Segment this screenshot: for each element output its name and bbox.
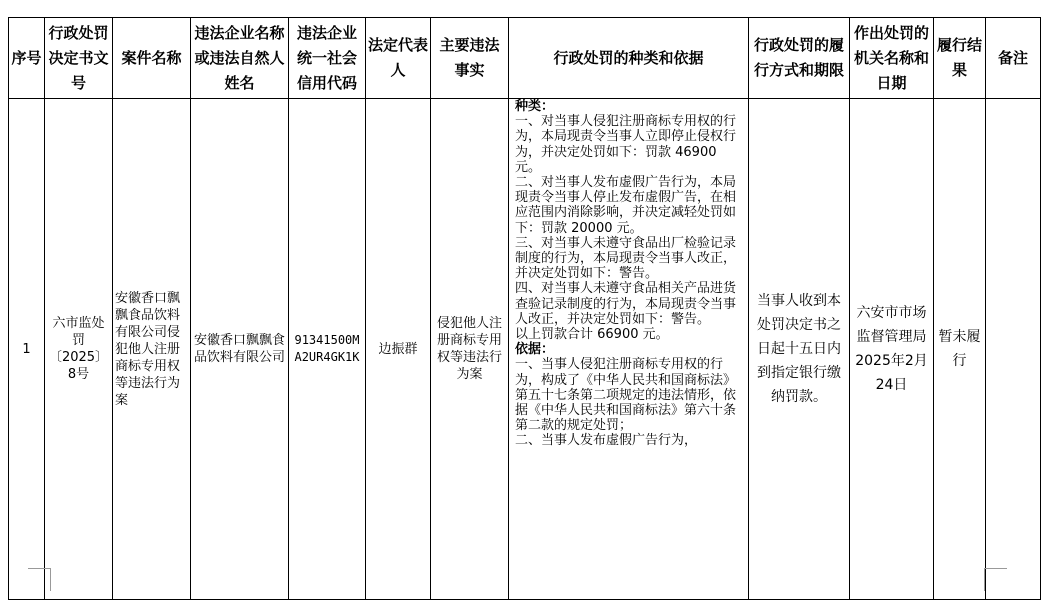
cell-legal-rep: 边振群 (366, 99, 431, 600)
cell-remark (986, 99, 1041, 600)
cell-result: 暂未履行 (934, 99, 986, 600)
header-credit-code: 违法企业统一社会信用代码 (289, 18, 366, 99)
cell-performance: 当事人收到本处罚决定书之日起十五日内到指定银行缴纳罚款。 (749, 99, 850, 600)
type-title: 种类： (515, 99, 555, 114)
header-type-basis: 行政处罚的种类和依据 (509, 18, 749, 99)
header-remark: 备注 (986, 18, 1041, 99)
cell-facts: 侵犯他人注册商标专用权等违法行为案 (431, 99, 509, 600)
basis-item: 一、当事人侵犯注册商标专用权的行为，构成了《中华人民共和国商标法》第五十七条第二项规定的违法情形，依据《中华人民共和国商标法》第六十条第二款的规定处罚； (515, 357, 737, 434)
cell-seq: 1 (9, 99, 45, 600)
cell-credit-code: 91341500MA2UR4GK1K (289, 99, 366, 600)
cell-type-basis (509, 99, 749, 600)
penalty-table (8, 17, 1041, 600)
cell-party-name: 安徽香口飘飘食品饮料有限公司 (191, 99, 289, 600)
cell-authority: 六安市市场监督管理局2025年2月24日 (850, 99, 934, 600)
header-decision-no: 行政处罚决定书文号 (45, 18, 113, 99)
table-row (9, 99, 1041, 600)
basis-item: 二、当事人发布虚假广告行为， (515, 433, 698, 449)
header-performance: 行政处罚的履行方式和期限 (749, 18, 850, 99)
basis-title: 依据： (515, 342, 555, 358)
fine-total: 以上罚款合计 66900 元。 (515, 327, 669, 343)
header-case-name: 案件名称 (113, 18, 191, 99)
crop-mark-right (984, 568, 1007, 591)
type-item: 二、对当事人发布虚假广告行为，本局现责令当事人停止发布虚假广告，在相应范围内消除影响，并决定减轻处罚如下：罚款 20000 元。 (515, 175, 737, 236)
header-party-name: 违法企业名称或违法自然人姓名 (191, 18, 289, 99)
header-row (9, 18, 1041, 99)
header-seq: 序号 (9, 18, 45, 99)
type-item: 四、对当事人未遵守食品相关产品进货查验记录制度的行为，本局现责令当事人改正，并决定处罚如下：警告。 (515, 281, 737, 327)
cell-case-name: 安徽香口飘飘食品饮料有限公司侵犯他人注册商标专用权等违法行为案 (113, 99, 191, 600)
header-result: 履行结果 (934, 18, 986, 99)
type-item: 三、对当事人未遵守食品出厂检验记录制度的行为，本局现责令当事人改正，并决定处罚如下：警告。 (515, 235, 737, 282)
type-basis-content (515, 99, 744, 599)
header-legal-rep: 法定代表人 (366, 18, 431, 99)
header-facts: 主要违法事实 (431, 18, 509, 99)
header-authority: 作出处罚的机关名称和日期 (850, 18, 934, 99)
type-item: 一、对当事人侵犯注册商标专用权的行为，本局现责令当事人立即停止侵权行为，并决定处罚如下：罚款 46900 元。 (515, 114, 737, 175)
cell-decision-no: 六市监处罚〔2025〕8号 (45, 99, 113, 600)
crop-mark-left (28, 568, 51, 591)
